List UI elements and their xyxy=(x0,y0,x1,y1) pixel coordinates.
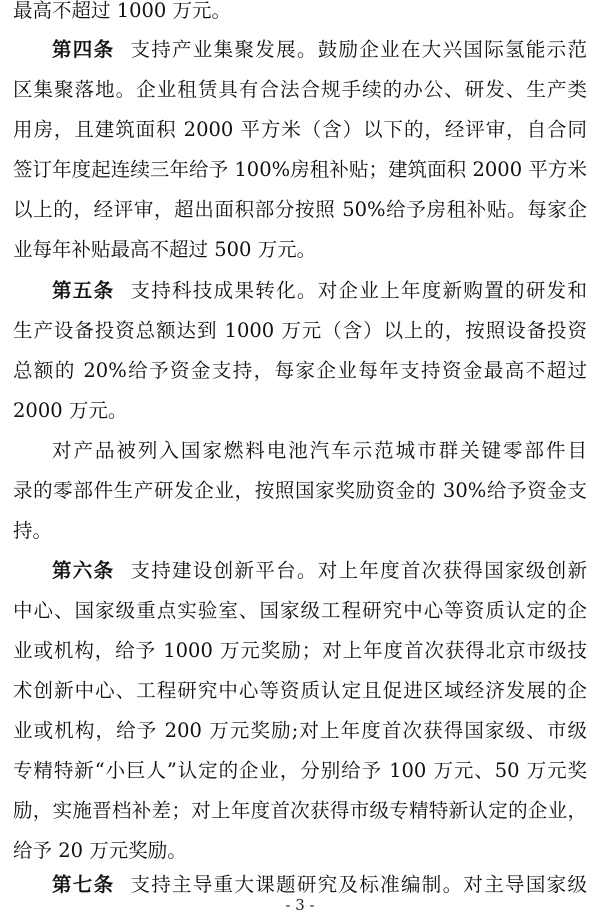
text-line xyxy=(0,191,600,229)
text-line xyxy=(0,392,600,430)
line-text: 以上的，经评审，超出面积部分按照 50%给予房租补贴。每家企 xyxy=(13,198,587,221)
line-text: 签订年度起连续三年给予 100%房租补贴；建筑面积 2000 平方米 xyxy=(13,158,587,181)
line-text: 支持建设创新平台。对上年度首次获得国家级创新 xyxy=(130,559,587,582)
text-line xyxy=(0,632,600,670)
article-number-5: 第五条 xyxy=(52,279,115,302)
article-number-7: 第七条 xyxy=(52,873,115,896)
article-4-first-line xyxy=(0,31,600,69)
line-text: 2000 万元。 xyxy=(13,399,128,422)
line-text: 业或机构，给予 200 万元奖励;对上年度首次获得国家级、市级 xyxy=(13,719,587,742)
line-text: 最高不超过 1000 万元。 xyxy=(13,0,232,22)
text-line xyxy=(0,512,600,550)
line-text: 区集聚落地。企业租赁具有合法合规手续的办公、研发、生产类 xyxy=(13,78,587,101)
line-text: 术创新中心、工程研究中心等资质认定且促进区域经济发展的企 xyxy=(13,679,587,702)
text-line xyxy=(0,832,600,870)
line-text: 中心、国家级重点实验室、国家级工程研究中心等资质认定的企 xyxy=(13,599,587,622)
line-text: 业或机构，给予 1000 万元奖励；对上年度首次获得北京市级技 xyxy=(13,639,587,662)
line-text: 支持主导重大课题研究及标准编制。对主导国家级 xyxy=(130,873,587,896)
article-5-first-line xyxy=(0,272,600,310)
text-line xyxy=(0,71,600,109)
text-line xyxy=(0,752,600,790)
text-line xyxy=(0,0,600,30)
line-text: 总额的 20%给予资金支持，每家企业每年支持资金最高不超过 xyxy=(13,359,587,382)
line-text: 专精特新“小巨人”认定的企业，分别给予 100 万元、50 万元奖 xyxy=(13,759,587,782)
line-text: 支持科技成果转化。对企业上年度新购置的研发和 xyxy=(130,279,587,302)
text-line xyxy=(0,231,600,269)
text-line xyxy=(0,712,600,750)
text-line xyxy=(0,592,600,630)
article-number-4: 第四条 xyxy=(52,38,115,61)
line-text: 用房，且建筑面积 2000 平方米（含）以下的，经评审，自合同 xyxy=(13,118,587,141)
line-text: 励，实施晋档补差；对上年度首次获得市级专精特新认定的企业， xyxy=(13,799,587,822)
line-text: 业每年补贴最高不超过 500 万元。 xyxy=(13,238,317,261)
text-line xyxy=(0,672,600,710)
page-number: - 3 - xyxy=(285,896,315,914)
text-line xyxy=(0,792,600,830)
line-text: 支持产业集聚发展。鼓励企业在大兴国际氢能示范 xyxy=(130,38,587,61)
text-line xyxy=(0,111,600,149)
line-text: 生产设备投资总额达到 1000 万元（含）以上的，按照设备投资 xyxy=(13,319,587,342)
article-6-first-line xyxy=(0,552,600,590)
text-line xyxy=(0,312,600,350)
line-text: 对产品被列入国家燃料电池汽车示范城市群关键零部件目 xyxy=(52,439,587,462)
text-line xyxy=(0,472,600,510)
line-text: 录的零部件生产研发企业，按照国家奖励资金的 30%给予资金支 xyxy=(13,479,587,502)
line-text: 持。 xyxy=(13,519,53,542)
article-number-6: 第六条 xyxy=(52,559,115,582)
text-line xyxy=(0,151,600,189)
line-text: 给予 20 万元奖励。 xyxy=(13,839,187,862)
text-line xyxy=(0,352,600,390)
text-line xyxy=(0,432,600,470)
